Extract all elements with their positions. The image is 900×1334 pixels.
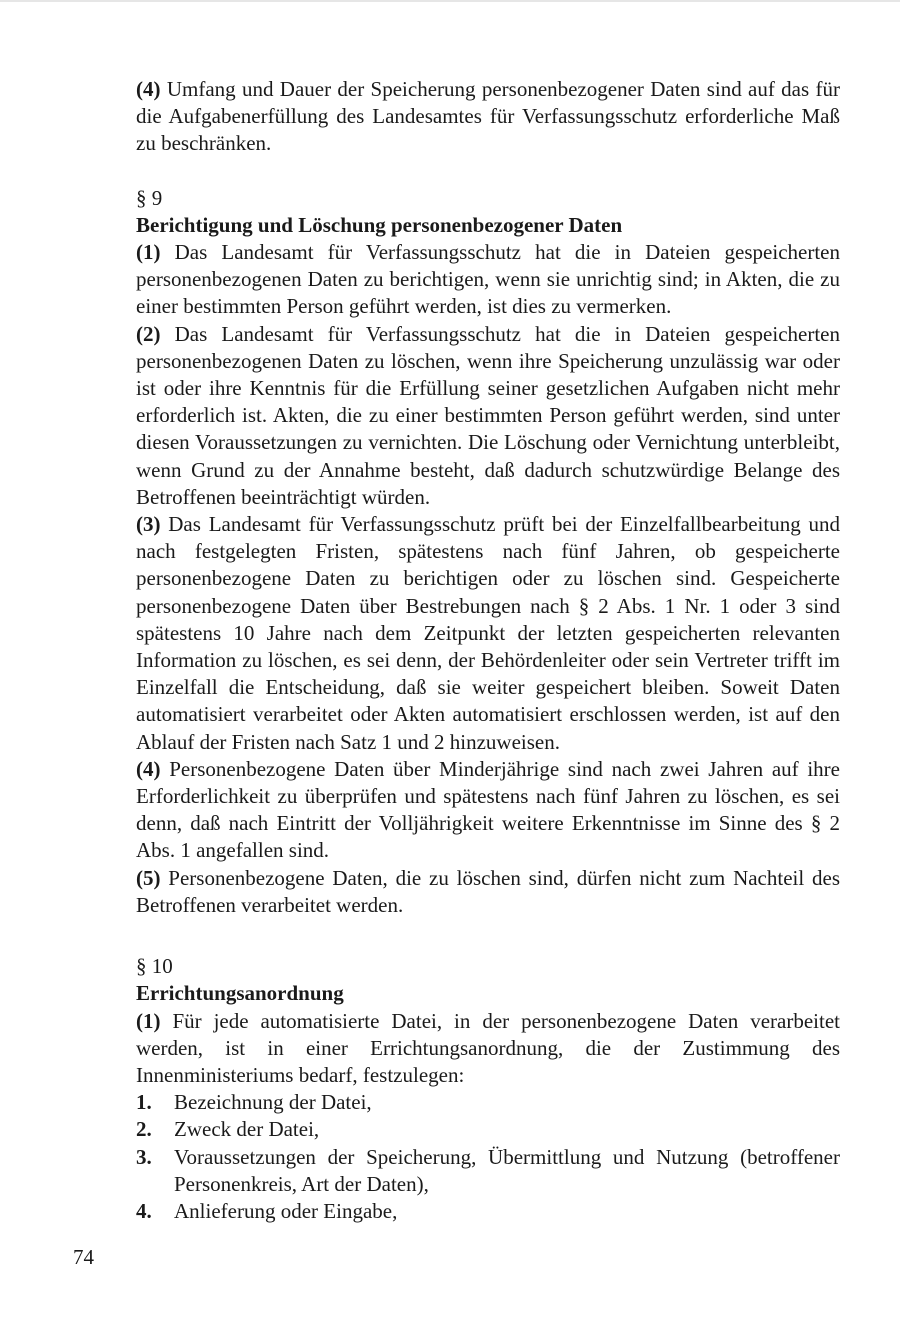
section-10-number: § 10 <box>136 954 173 979</box>
section-9-paragraph-4 <box>136 756 840 865</box>
paragraph-marker: (1) <box>136 1008 161 1033</box>
paragraph-marker: (4) <box>136 756 161 781</box>
paragraph-text: Personenbezogene Daten über Minderjährige sind nach zwei Jahren auf ihre Erforderlichkeit zu überprüfen und spätestens nach fünf Jahren zu löschen, es sei denn, daß nach Eintritt der Volljährigkeit weitere Erkenntnisse im Sinne des § 2 Abs. 1 angefallen sind. <box>136 756 840 863</box>
section-9-paragraph-3 <box>136 511 840 756</box>
list-item-number: 2. <box>136 1117 152 1142</box>
page-number: 74 <box>73 1245 94 1269</box>
text-column <box>136 76 840 1225</box>
intro-paragraph <box>136 76 840 158</box>
paragraph-text: Umfang und Dauer der Speicherung personenbezogener Daten sind auf das für die Aufgabenerfüllung des Landesamtes für Verfassungsschutz erforderliche Maß zu beschränken. <box>136 77 840 156</box>
paragraph-marker: (5) <box>136 865 161 890</box>
section-9-number: § 9 <box>136 185 163 210</box>
paragraph-text: Das Landesamt für Verfassungsschutz hat die in Dateien gespeicherten personenbezogenen Daten zu löschen, wenn ihre Speicherung unzulässig war oder ist oder ihre Kenntnis für die Erfüllung seiner gesetzlichen Aufgaben nicht mehr erforderlich ist. Akten, die zu einer bestimmten Person geführt werden, sind unter diesen Voraussetzungen zu vernichten. Die Löschung oder Vernichtung unterbleibt, wenn Grund zu der Annahme besteht, daß dadurch schutzwürdige Belange des Betroffenen beeinträchtigt würden. <box>136 321 840 509</box>
section-9-title: Berichtigung und Löschung personenbezogener Daten <box>136 212 623 237</box>
paragraph-marker: (4) <box>136 77 161 101</box>
list-item <box>136 1198 840 1225</box>
list-item <box>136 1089 840 1116</box>
paragraph-text: Das Landesamt für Verfassungsschutz prüft bei der Einzelfallbearbeitung und nach festgelegten Fristen, spätestens nach fünf Jahren, ob gespeicherte personenbezogene Daten zu berichtigen oder zu löschen sind. Gespeicherte personenbezogene Daten über Bestrebungen nach § 2 Abs. 1 Nr. 1 oder 3 sind spätestens 10 Jahre nach dem Zeitpunkt der letzten gespeicherten relevanten Information zu löschen, es sei denn, der Behördenleiter oder sein Vertreter trifft im Einzelfall die Entscheidung, daß sie weiter gespeichert bleiben. Soweit Daten automatisiert verarbeitet oder Akten automatisiert erschlossen werden, ist auf den Ablauf der Fristen nach Satz 1 und 2 hinzuweisen. <box>136 512 840 754</box>
list-item <box>136 1144 840 1198</box>
paragraph-marker: (1) <box>136 240 161 265</box>
list-item-text: Anlieferung oder Eingabe, <box>174 1198 398 1223</box>
paragraph-marker: (2) <box>136 321 161 346</box>
list-item-text: Bezeichnung der Datei, <box>174 1090 372 1115</box>
section-10-paragraph-1 <box>136 1008 840 1090</box>
section-9-paragraph-1 <box>136 239 840 321</box>
list-item-number: 1. <box>136 1090 152 1115</box>
list-item-text: Zweck der Datei, <box>174 1117 320 1142</box>
paragraph-marker: (3) <box>136 512 161 537</box>
paragraph-text: Für jede automatisierte Datei, in der personenbezogene Daten verarbeitet werden, ist in einer Errichtungsanordnung, die der Zustimmung des Innenministeriums bedarf, festzulegen: <box>136 1008 840 1087</box>
list-item-text: Voraussetzungen der Speicherung, Übermittlung und Nutzung (betroffener Personenkreis, Art der Daten), <box>174 1144 840 1196</box>
section-10-title: Errichtungsanordnung <box>136 981 344 1006</box>
list-item <box>136 1116 840 1143</box>
list-item-number: 3. <box>136 1144 152 1169</box>
paragraph-text: Personenbezogene Daten, die zu löschen sind, dürfen nicht zum Nachteil des Betroffenen verarbeitet werden. <box>136 865 840 917</box>
list-item-number: 4. <box>136 1198 152 1223</box>
paragraph-text: Das Landesamt für Verfassungsschutz hat die in Dateien gespeicherten personenbezogenen Daten zu berichtigen, wenn sie unrichtig sind; in Akten, die zu einer bestimmten Person geführt werden, ist dies zu vermerken. <box>136 240 840 319</box>
section-9-paragraph-5 <box>136 865 840 919</box>
section-9-paragraph-2 <box>136 321 840 511</box>
page-top-edge <box>0 0 900 2</box>
